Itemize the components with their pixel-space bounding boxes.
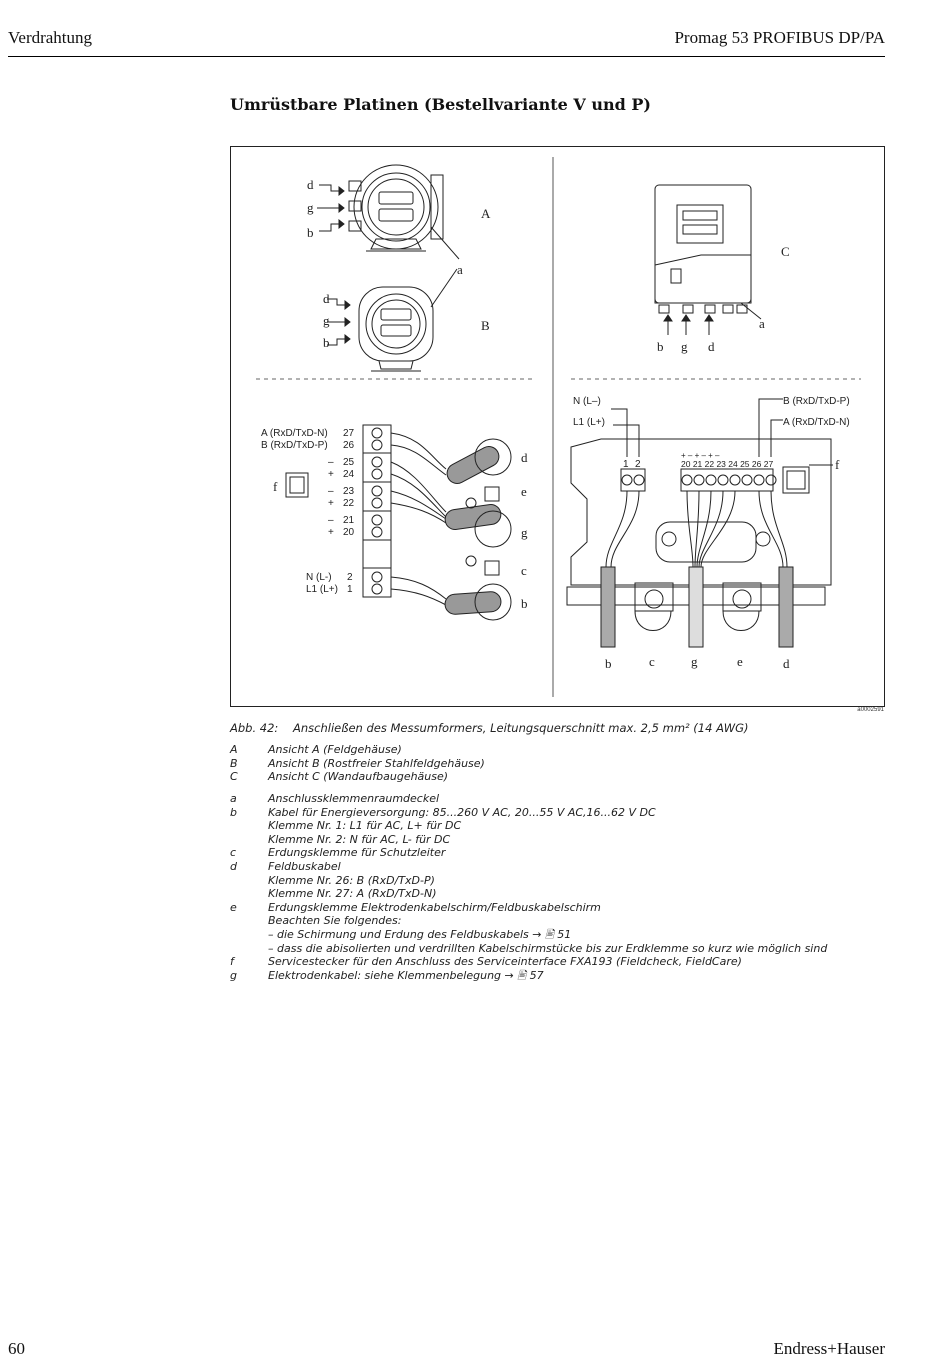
brand-footer: Endress+Hauser — [773, 1339, 885, 1358]
legend-text: Servicestecker für den Anschluss des Serviceinterface FXA193 (Fieldcheck, FieldCare) — [268, 955, 742, 969]
fig-label-c-left: c — [521, 563, 527, 578]
legend-key: g — [230, 968, 237, 982]
view-b-housing — [359, 269, 457, 371]
view-a-housing — [349, 165, 459, 259]
view-legend — [230, 743, 485, 784]
right-label-a-rxd: A (RxD/TxD-N) — [783, 417, 850, 428]
left-num-27: 27 — [343, 428, 355, 439]
left-plus-24: + — [328, 469, 334, 480]
legend-text: Kabel für Energieversorgung: 85...260 V AC, 20...55 V AC,16...62 V DC — [268, 805, 656, 819]
left-num-25: 25 — [343, 457, 355, 468]
view-label-b: B — [481, 318, 490, 333]
left-minus-21: – — [328, 515, 334, 526]
right-polarity: + – + – + – — [681, 451, 720, 460]
left-minus-25: – — [328, 457, 334, 468]
legend-key: A — [230, 743, 238, 756]
fig-label-g-left: g — [521, 525, 528, 540]
fig-label-c-right: c — [649, 654, 655, 669]
left-num-1: 1 — [347, 584, 353, 595]
left-terminal-strip — [363, 425, 391, 597]
view-label-a: A — [481, 206, 491, 221]
left-label-n: N (L-) — [306, 572, 332, 583]
fig-label-d-c: d — [708, 339, 715, 354]
legend-row — [230, 770, 485, 784]
fig-label-e-right: e — [737, 654, 743, 669]
left-num-2: 2 — [347, 572, 353, 583]
fig-label-d-b: d — [323, 291, 330, 306]
fig-label-b-right: b — [605, 656, 612, 671]
legend-text: Ansicht B (Rostfreier Stahlfeldgehäuse) — [268, 756, 485, 770]
wiring-figure — [230, 146, 885, 707]
left-num-20: 20 — [343, 527, 355, 538]
caption-number: Abb. 42: — [230, 721, 279, 735]
legend-text: Elektrodenkabel: siehe Klemmenbelegung → 🖹 57 — [268, 968, 544, 982]
legend-row-a — [230, 792, 827, 806]
left-plus-20: + — [328, 527, 334, 538]
fig-label-b-c: b — [657, 339, 664, 354]
legend-sub: Klemme Nr. 1: L1 für AC, L+ für DC — [268, 819, 462, 833]
legend-key: a — [230, 792, 237, 805]
fig-label-f-right: f — [835, 457, 840, 472]
figure-caption — [230, 721, 749, 735]
legend-row-e — [230, 901, 827, 915]
legend-row-f — [230, 955, 827, 969]
legend-bullet: – die Schirmung und Erdung des Feldbuskabels → 🖹 51 — [268, 927, 572, 941]
legend-bullet: – dass die abisolierten und verdrillten Kabelschirmstücke bis zur Erdklemme so kurz wie möglich sind — [268, 941, 828, 955]
fig-label-d-a: d — [307, 177, 314, 192]
legend-row — [230, 743, 485, 757]
legend-text: Erdungsklemme für Schutzleiter — [268, 846, 446, 860]
header-rule — [8, 56, 885, 57]
section-title: Umrüstbare Platinen (Bestellvariante V und P) — [230, 95, 651, 114]
left-num-24: 24 — [343, 469, 355, 480]
right-label-l1: L1 (L+) — [573, 417, 605, 428]
right-terminal-board — [567, 439, 831, 647]
fig-label-a-c: a — [759, 316, 765, 331]
legend-row-d — [230, 860, 827, 874]
fig-label-g-b: g — [323, 313, 330, 328]
legend-key: B — [230, 756, 238, 770]
left-num-21: 21 — [343, 515, 355, 526]
legend-key: f — [230, 955, 234, 969]
fig-label-b-b: b — [323, 335, 330, 350]
legend-sub: Beachten Sie folgendes: — [268, 914, 402, 928]
view-c-housing — [655, 185, 761, 319]
fig-label-g-c: g — [681, 339, 688, 354]
fig-label-g-a: g — [307, 200, 314, 215]
left-label-l1: L1 (L+) — [306, 584, 338, 595]
legend-row-c — [230, 846, 827, 860]
fig-label-b-a: b — [307, 225, 314, 240]
left-label-a-rxd: A (RxD/TxD-N) — [261, 428, 328, 439]
legend-key: e — [230, 900, 237, 914]
right-num-1: 1 — [623, 459, 629, 470]
left-num-26: 26 — [343, 440, 355, 451]
left-minus-23: – — [328, 486, 334, 497]
legend-row — [230, 757, 485, 771]
page-number: 60 — [8, 1339, 25, 1358]
left-label-b-rxd: B (RxD/TxD-P) — [261, 440, 328, 451]
legend-key: d — [230, 859, 237, 873]
item-legend — [230, 792, 827, 982]
left-num-23: 23 — [343, 486, 355, 497]
fig-label-d-right: d — [783, 656, 790, 671]
view-label-c: C — [781, 244, 790, 259]
legend-sub: Klemme Nr. 26: B (RxD/TxD-P) — [268, 873, 435, 887]
legend-text: Ansicht A (Feldgehäuse) — [268, 743, 402, 756]
fig-label-a: a — [457, 262, 463, 277]
legend-sub: Klemme Nr. 2: N für AC, L- für DC — [268, 832, 451, 846]
legend-text: Feldbuskabel — [268, 859, 341, 873]
legend-key: b — [230, 805, 237, 819]
wiring-diagram — [231, 147, 886, 708]
fig-label-f-left: f — [273, 479, 278, 494]
right-label-n: N (L–) — [573, 396, 601, 407]
legend-row-g — [230, 969, 827, 983]
running-header-chapter: Verdrahtung — [8, 28, 93, 47]
fig-label-b-left: b — [521, 596, 528, 611]
fig-label-d-left: d — [521, 450, 528, 465]
right-label-b-rxd: B (RxD/TxD-P) — [783, 396, 850, 407]
left-num-22: 22 — [343, 498, 355, 509]
right-terminal-numbers: 20 21 22 23 24 25 26 27 — [681, 459, 774, 469]
legend-key: C — [230, 770, 238, 784]
fig-label-e-left: e — [521, 484, 527, 499]
legend-key: c — [230, 846, 237, 860]
caption-text: Anschließen des Messumformers, Leitungsquerschnitt max. 2,5 mm² (14 AWG) — [293, 721, 749, 735]
legend-text: Anschlussklemmenraumdeckel — [268, 792, 440, 805]
legend-text: Ansicht C (Wandaufbaugehäuse) — [268, 770, 449, 784]
legend-text: Erdungsklemme Elektrodenkabelschirm/Feldbuskabelschirm — [268, 900, 601, 914]
fig-label-g-right: g — [691, 654, 698, 669]
left-plus-22: + — [328, 498, 334, 509]
right-num-2: 2 — [635, 459, 641, 470]
figure-code: a0002591 — [857, 707, 884, 713]
legend-sub: Klemme Nr. 27: A (RxD/TxD-N) — [268, 887, 437, 901]
legend-row-b — [230, 806, 827, 820]
running-header-product: Promag 53 PROFIBUS DP/PA — [674, 28, 885, 47]
